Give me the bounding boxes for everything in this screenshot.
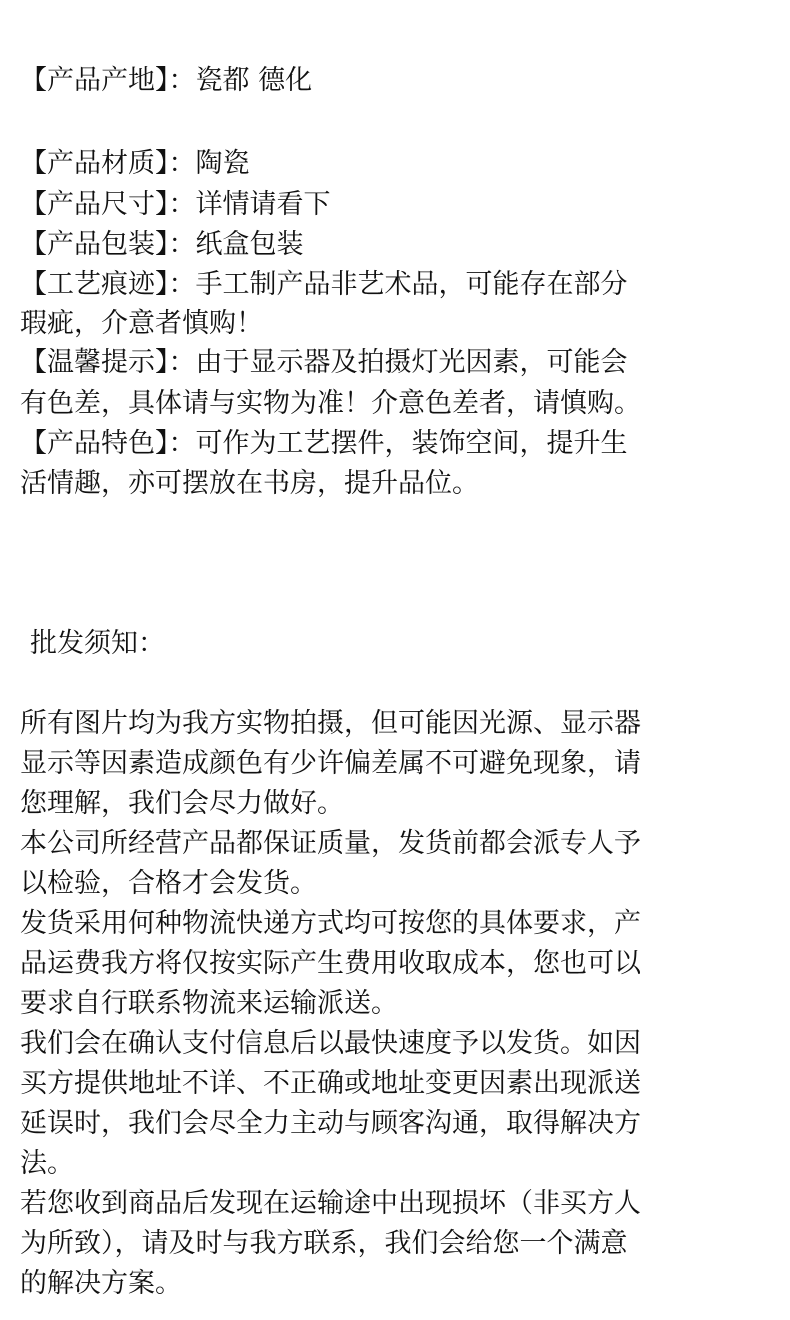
craft-line-cont: 瑕疵，介意者慎购！ [20,308,263,339]
wholesale-line: 发货采用何种物流快递方式均可按您的具体要求，产 [20,908,641,939]
wholesale-line: 若您收到商品后发现在运输途中出现损坏（非买方人 [20,1188,641,1219]
wholesale-line: 为所致），请及时与我方联系，我们会给您一个满意 [20,1228,628,1259]
feature-line: 【产品特色】：可作为工艺摆件，装饰空间，提升生 [20,428,628,459]
material-line: 【产品材质】：陶瓷 [20,148,250,179]
wholesale-line: 我们会在确认支付信息后以最快速度予以发货。如因 [20,1028,641,1059]
wholesale-line: 您理解，我们会尽力做好。 [20,788,344,819]
wholesale-line: 以检验，合格才会发货。 [20,868,317,899]
wholesale-line: 显示等因素造成颜色有少许偏差属不可避免现象，请 [20,748,641,779]
feature-line-cont: 活情趣，亦可摆放在书房，提升品位。 [20,468,479,499]
wholesale-line: 本公司所经营产品都保证质量，发货前都会派专人予 [20,828,641,859]
notice-line-cont: 有色差，具体请与实物为准！介意色差者，请慎购。 [20,388,641,419]
wholesale-line: 要求自行联系物流来运输派送。 [20,988,398,1019]
origin-line: 【产品产地】：瓷都 德化 [20,65,313,96]
wholesale-heading: 批发须知： [30,628,165,659]
wholesale-line: 的解决方案。 [20,1268,182,1299]
wholesale-line: 延误时，我们会尽全力主动与顾客沟通，取得解决方 [20,1108,641,1139]
craft-line: 【工艺痕迹】：手工制产品非艺术品，可能存在部分 [20,269,628,300]
size-line: 【产品尺寸】：详情请看下 [20,189,331,220]
wholesale-line: 法。 [20,1148,74,1179]
notice-line: 【温馨提示】：由于显示器及拍摄灯光因素，可能会 [20,347,628,378]
wholesale-line: 所有图片均为我方实物拍摄，但可能因光源、显示器 [20,708,641,739]
wholesale-line: 买方提供地址不详、不正确或地址变更因素出现派送 [20,1068,641,1099]
wholesale-line: 品运费我方将仅按实际产生费用收取成本，您也可以 [20,948,641,979]
packaging-line: 【产品包装】：纸盒包装 [20,229,304,260]
